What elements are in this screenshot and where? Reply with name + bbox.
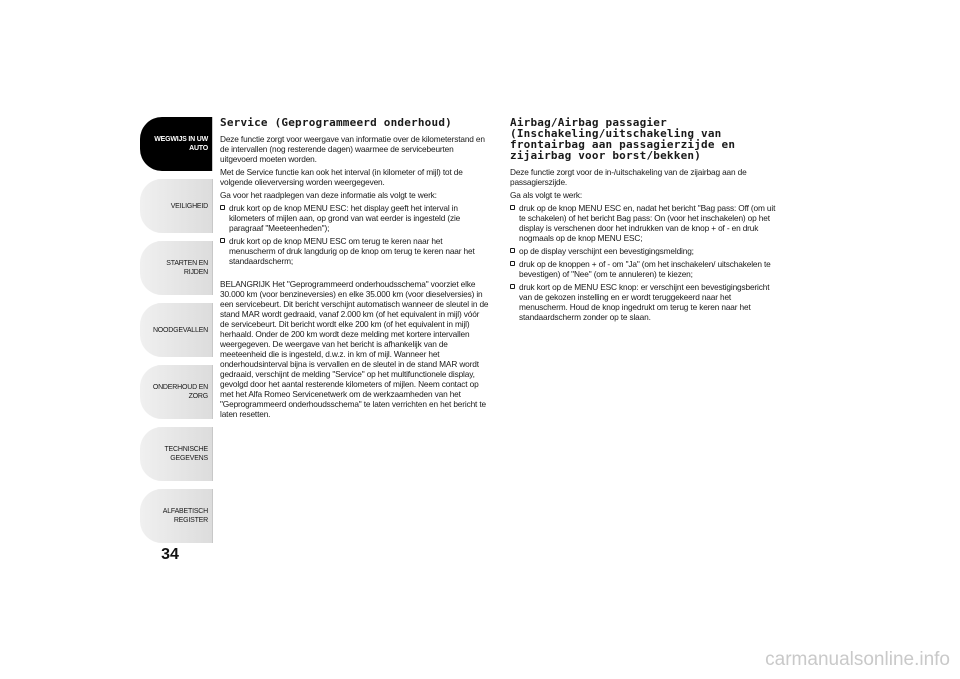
list-item: druk op de knop MENU ESC en, nadat het bericht "Bag pass: Off (om uit te schakelen) of het bericht Bag pass: On (voor het inschakelen) op het display is verschenen door het indrukken van de knop + of - en druk nogmaals op de knop MENU ESC; xyxy=(510,203,780,243)
page-number: 34 xyxy=(161,546,179,563)
watermark: carmanualsonline.info xyxy=(765,649,950,670)
tab-wegwijs-in-uw-auto[interactable] xyxy=(140,117,213,171)
tab-label: STARTEN EN RIJDEN xyxy=(166,260,208,276)
tab-noodgevallen[interactable] xyxy=(140,303,213,357)
section-heading-airbag: Airbag/Airbag passagier (Inschakeling/uitschakeling van frontairbag aan passagierzijde en zijairbag voor borst/bekken) xyxy=(510,116,736,162)
list-item: op de display verschijnt een bevestigingsmelding; xyxy=(510,246,780,256)
tab-technische-gegevens[interactable] xyxy=(140,427,213,481)
section-heading-service: Service (Geprogrammeerd onderhoud) xyxy=(220,116,452,129)
instruction-list xyxy=(510,203,780,322)
left-column xyxy=(220,117,490,422)
tab-veiligheid[interactable] xyxy=(140,179,213,233)
list-item: druk kort op de MENU ESC knop: er verschijnt een bevestigingsbericht van de gekozen instelling en er wordt teruggekeerd naar het menuscherm. Houd de knop ingedrukt om terug te keren naar het standaardscherm zonder op te slaan. xyxy=(510,282,780,322)
tab-label: ALFABETISCH REGISTER xyxy=(162,508,208,524)
paragraph: Deze functie zorgt voor weergave van informatie over de kilometerstand en de intervallen (nog resterende dagen) waarmee de servicebeurten uitgevoerd moeten worden. xyxy=(220,134,485,164)
tab-label: NOODGEVALLEN xyxy=(152,326,208,334)
tab-label: WEGWIJS IN UW AUTO xyxy=(154,136,208,152)
important-note: BELANGRIJK Het "Geprogrammeerd onderhoudsschema" voorziet elke 30.000 km (voor benzineversies) en elke 35.000 km (voor dieselversies) in een servicebeurt. Dit bericht verschijnt automatisch wanneer de sleutel in de stand MAR wordt gedraaid, vanaf 2.000 km (of het equivalent in mijl) vóór de servicebeurt. Dit bericht wordt elke 200 km (of het equivalent in mijl) herhaald. Onder de 200 km wordt deze melding met kortere intervallen weergegeven. De weergave van het bericht is afhankelijk van de meeteenheid die is ingesteld, d.w.z. in km of mijl. Wanneer het onderhoudsinterval bijna is vervallen en de sleutel in de stand MAR wordt gedraaid, verschijnt de melding "Service" op het multifunctionele display, gevolgd door het aantal resterende kilometers of mijlen. Neem contact op met het Alfa Romeo Servicenetwerk om de werkzaamheden van het "Geprogrammeerd onderhoudsschema" te laten verrichten en het bericht te laten resetten. xyxy=(220,279,489,419)
list-item: druk kort op de knop MENU ESC: het display geeft het interval in kilometers of mijlen aan, op grond van wat eerder is ingesteld (zie paragraaf "Meeteenheden"); xyxy=(220,203,490,233)
paragraph: Deze functie zorgt voor de in-/uitschakeling van de zijairbag aan de passagierszijde. xyxy=(510,167,747,187)
paragraph: Ga als volgt te werk: xyxy=(510,190,583,200)
paragraph: Met de Service functie kan ook het interval (in kilometer of mijl) tot de volgende olieverversing worden weergegeven. xyxy=(220,167,463,187)
list-item: druk kort op de knop MENU ESC om terug te keren naar het menuscherm of druk langdurig op de knop om terug te keren naar het standaardscherm; xyxy=(220,236,490,266)
right-column xyxy=(510,117,780,325)
instruction-list xyxy=(220,203,490,266)
tab-starten-en-rijden[interactable] xyxy=(140,241,213,295)
tab-label: VEILIGHEID xyxy=(170,202,208,210)
tab-alfabetisch-register[interactable] xyxy=(140,489,213,543)
tab-onderhoud-en-zorg[interactable] xyxy=(140,365,213,419)
tab-label: TECHNISCHE GEGEVENS xyxy=(164,446,208,462)
tab-label: ONDERHOUD EN ZORG xyxy=(152,384,208,400)
list-item: druk op de knoppen + of - om "Ja" (om het inschakelen/ uitschakelen te bevestigen) of "Nee" (om te annuleren) te kiezen; xyxy=(510,259,780,279)
paragraph: Ga voor het raadplegen van deze informatie als volgt te werk: xyxy=(220,190,437,200)
